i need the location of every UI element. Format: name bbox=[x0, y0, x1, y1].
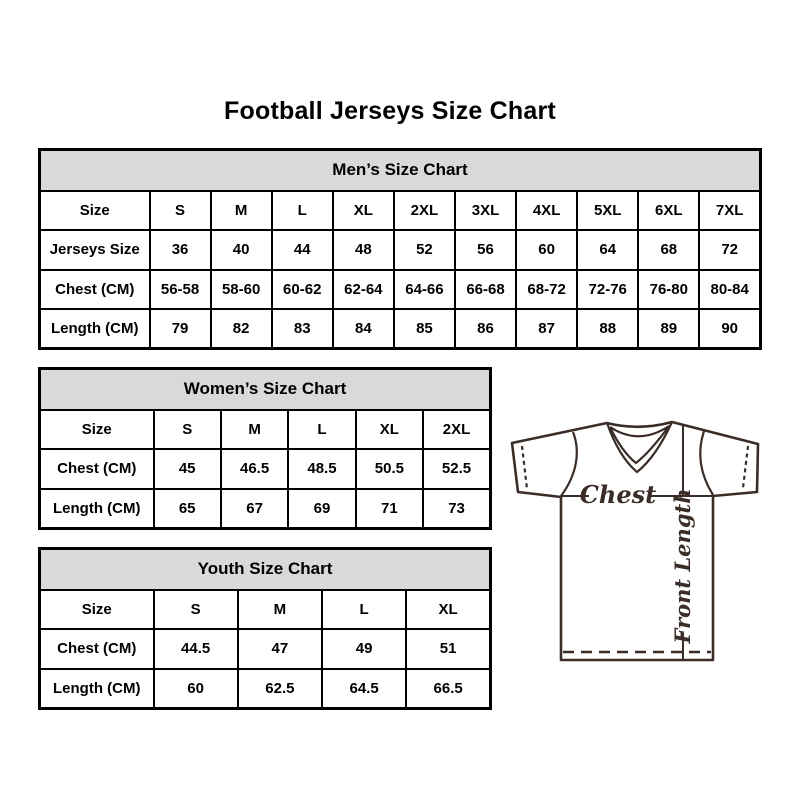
table-cell: 36 bbox=[150, 230, 211, 270]
table-cell: 47 bbox=[238, 629, 322, 669]
table-cell: 85 bbox=[394, 309, 455, 349]
table-cell: 2XL bbox=[394, 191, 455, 231]
table-title: Men’s Size Chart bbox=[40, 150, 761, 191]
youth-size-table bbox=[38, 547, 492, 710]
table-cell: XL bbox=[356, 410, 423, 450]
table-cell: 60-62 bbox=[272, 270, 333, 310]
table-row bbox=[40, 489, 491, 529]
table-title-row bbox=[40, 369, 491, 410]
table-cell: 67 bbox=[221, 489, 288, 529]
table-cell: 46.5 bbox=[221, 449, 288, 489]
table-row bbox=[40, 191, 761, 231]
row-label: Chest (CM) bbox=[40, 629, 154, 669]
table-cell: 52.5 bbox=[423, 449, 490, 489]
table-cell: XL bbox=[333, 191, 394, 231]
table-cell: 68-72 bbox=[516, 270, 577, 310]
table-cell: 65 bbox=[154, 489, 221, 529]
table-cell: 45 bbox=[154, 449, 221, 489]
table-row bbox=[40, 449, 491, 489]
table-cell: 64-66 bbox=[394, 270, 455, 310]
table-cell: 48.5 bbox=[288, 449, 355, 489]
table-cell: S bbox=[154, 410, 221, 450]
table-cell: XL bbox=[406, 590, 490, 630]
table-cell: 49 bbox=[322, 629, 406, 669]
table-cell: 66.5 bbox=[406, 669, 490, 709]
table-cell: 4XL bbox=[516, 191, 577, 231]
table-title-row bbox=[40, 150, 761, 191]
table-cell: 50.5 bbox=[356, 449, 423, 489]
table-cell: 72-76 bbox=[577, 270, 638, 310]
row-label: Size bbox=[40, 410, 154, 450]
mens-size-table bbox=[38, 148, 762, 350]
table-cell: 6XL bbox=[638, 191, 699, 231]
front-length-measure-label: Front Length bbox=[670, 488, 695, 644]
table-cell: 56 bbox=[455, 230, 516, 270]
table-cell: 2XL bbox=[423, 410, 490, 450]
table-cell: 71 bbox=[356, 489, 423, 529]
table-cell: L bbox=[272, 191, 333, 231]
table-cell: 80-84 bbox=[699, 270, 760, 310]
table-cell: 7XL bbox=[699, 191, 760, 231]
row-label: Chest (CM) bbox=[40, 270, 150, 310]
table-cell: L bbox=[288, 410, 355, 450]
table-cell: 62-64 bbox=[333, 270, 394, 310]
table-cell: 82 bbox=[211, 309, 272, 349]
jersey-measurement-diagram bbox=[495, 402, 775, 677]
table-row bbox=[40, 230, 761, 270]
table-cell: 86 bbox=[455, 309, 516, 349]
table-cell: 3XL bbox=[455, 191, 516, 231]
table-row bbox=[40, 270, 761, 310]
table-cell: M bbox=[238, 590, 322, 630]
jersey-outline bbox=[512, 422, 758, 660]
table-cell: 68 bbox=[638, 230, 699, 270]
table-cell: 76-80 bbox=[638, 270, 699, 310]
table-row bbox=[40, 309, 761, 349]
row-label: Length (CM) bbox=[40, 309, 150, 349]
table-cell: S bbox=[150, 191, 211, 231]
table-cell: 66-68 bbox=[455, 270, 516, 310]
table-cell: 44.5 bbox=[154, 629, 238, 669]
table-cell: 64 bbox=[577, 230, 638, 270]
row-label: Length (CM) bbox=[40, 489, 154, 529]
row-label: Length (CM) bbox=[40, 669, 154, 709]
table-cell: 60 bbox=[154, 669, 238, 709]
womens-size-table bbox=[38, 367, 492, 530]
table-cell: 84 bbox=[333, 309, 394, 349]
row-label: Size bbox=[40, 191, 150, 231]
table-cell: 48 bbox=[333, 230, 394, 270]
table-cell: 88 bbox=[577, 309, 638, 349]
table-cell: 60 bbox=[516, 230, 577, 270]
table-row bbox=[40, 410, 491, 450]
table-cell: 56-58 bbox=[150, 270, 211, 310]
table-cell: 83 bbox=[272, 309, 333, 349]
table-row bbox=[40, 590, 491, 630]
row-label: Size bbox=[40, 590, 154, 630]
table-cell: 40 bbox=[211, 230, 272, 270]
table-title-row bbox=[40, 549, 491, 590]
table-cell: 79 bbox=[150, 309, 211, 349]
table-title: Youth Size Chart bbox=[40, 549, 491, 590]
table-cell: 5XL bbox=[577, 191, 638, 231]
table-cell: 89 bbox=[638, 309, 699, 349]
table-cell: 44 bbox=[272, 230, 333, 270]
table-cell: 58-60 bbox=[211, 270, 272, 310]
table-row bbox=[40, 629, 491, 669]
table-cell: 52 bbox=[394, 230, 455, 270]
table-cell: 64.5 bbox=[322, 669, 406, 709]
table-cell: M bbox=[211, 191, 272, 231]
row-label: Chest (CM) bbox=[40, 449, 154, 489]
table-cell: M bbox=[221, 410, 288, 450]
table-cell: L bbox=[322, 590, 406, 630]
table-cell: 69 bbox=[288, 489, 355, 529]
table-cell: 72 bbox=[699, 230, 760, 270]
row-label: Jerseys Size bbox=[40, 230, 150, 270]
table-row bbox=[40, 669, 491, 709]
table-cell: 51 bbox=[406, 629, 490, 669]
page-title: Football Jerseys Size Chart bbox=[224, 97, 556, 125]
table-cell: S bbox=[154, 590, 238, 630]
table-cell: 73 bbox=[423, 489, 490, 529]
table-cell: 90 bbox=[699, 309, 760, 349]
table-title: Women’s Size Chart bbox=[40, 369, 491, 410]
chest-measure-label: Chest bbox=[579, 480, 657, 509]
table-cell: 62.5 bbox=[238, 669, 322, 709]
table-cell: 87 bbox=[516, 309, 577, 349]
